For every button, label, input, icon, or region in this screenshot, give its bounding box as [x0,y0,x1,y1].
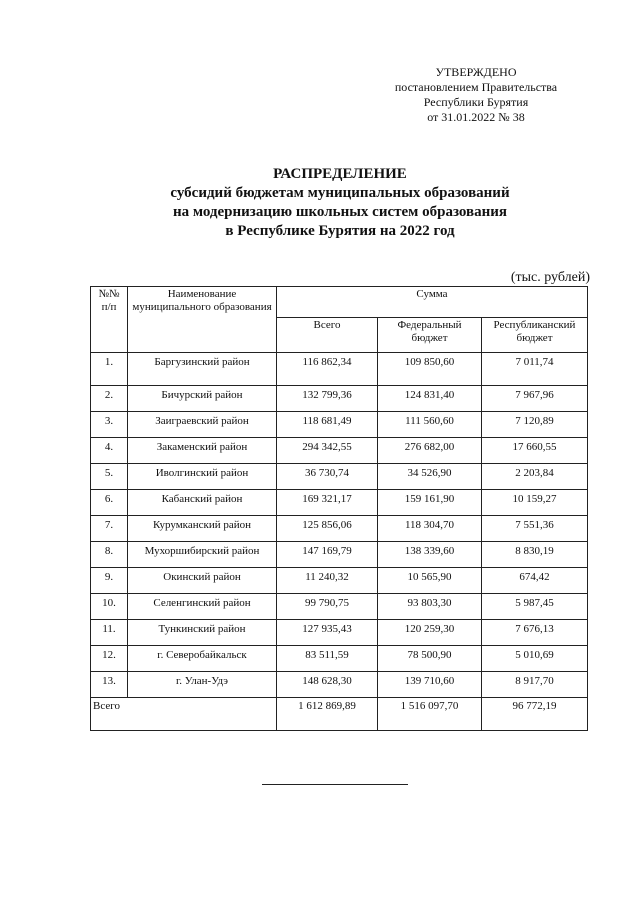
table-row [91,646,588,672]
row-number: 3. [91,412,128,438]
row-total: 83 511,59 [277,646,378,672]
row-republic: 8 917,70 [482,672,588,698]
title-line-1: РАСПРЕДЕЛЕНИЕ [273,166,407,182]
row-republic: 10 159,27 [482,490,588,516]
row-name: Иволгинский район [128,464,277,490]
row-name: г. Северобайкальск [128,646,277,672]
row-name: Закаменский район [128,438,277,464]
row-republic: 7 967,96 [482,386,588,412]
row-name: Селенгинский район [128,594,277,620]
row-name: Заиграевский район [128,412,277,438]
table-footer [91,698,588,731]
row-total: 125 856,06 [277,516,378,542]
row-federal: 139 710,60 [378,672,482,698]
header-name: Наименование муниципального образования [128,287,277,353]
row-number: 13. [91,672,128,698]
table-row [91,438,588,464]
grand-total-republic: 96 772,19 [482,698,588,731]
grand-total-row [91,698,588,731]
header-republic: Республиканский бюджет [482,318,588,353]
row-federal: 109 850,60 [378,353,482,386]
row-number: 12. [91,646,128,672]
header-federal: Федеральный бюджет [378,318,482,353]
approval-line-4: от 31.01.2022 № 38 [427,110,525,124]
row-federal: 111 560,60 [378,412,482,438]
row-total: 118 681,49 [277,412,378,438]
table-row [91,672,588,698]
row-total: 116 862,34 [277,353,378,386]
row-republic: 7 011,74 [482,353,588,386]
row-number: 9. [91,568,128,594]
grand-total-label: Всего [91,698,277,731]
row-federal: 118 304,70 [378,516,482,542]
row-federal: 120 259,30 [378,620,482,646]
title-line-2: субсидий бюджетам муниципальных образований [170,185,510,201]
row-republic: 5 987,45 [482,594,588,620]
row-federal: 10 565,90 [378,568,482,594]
row-number: 2. [91,386,128,412]
row-total: 36 730,74 [277,464,378,490]
approval-line-3: Республики Бурятия [423,95,529,109]
row-name: Бичурский район [128,386,277,412]
row-total: 169 321,17 [277,490,378,516]
table-row [91,353,588,386]
grand-total-sum: 1 612 869,89 [277,698,378,731]
row-federal: 276 682,00 [378,438,482,464]
row-total: 148 628,30 [277,672,378,698]
row-republic: 674,42 [482,568,588,594]
row-federal: 159 161,90 [378,490,482,516]
header-number: №№ п/п [91,287,128,353]
row-total: 147 169,79 [277,542,378,568]
row-republic: 7 120,89 [482,412,588,438]
row-federal: 78 500,90 [378,646,482,672]
table-row [91,464,588,490]
row-total: 127 935,43 [277,620,378,646]
title-line-4: в Республике Бурятия на 2022 год [225,223,455,239]
row-name: г. Улан-Удэ [128,672,277,698]
row-republic: 7 551,36 [482,516,588,542]
grand-total-federal: 1 516 097,70 [378,698,482,731]
row-number: 1. [91,353,128,386]
row-republic: 17 660,55 [482,438,588,464]
row-name: Баргузинский район [128,353,277,386]
row-number: 11. [91,620,128,646]
row-total: 132 799,36 [277,386,378,412]
table-row [91,594,588,620]
title-line-3: на модернизацию школьных систем образования [172,204,508,220]
row-federal: 34 526,90 [378,464,482,490]
table-row [91,620,588,646]
row-number: 4. [91,438,128,464]
table-body [91,353,588,698]
table-row [91,412,588,438]
document-title [60,165,620,241]
budget-table [90,286,588,731]
row-federal: 138 339,60 [378,542,482,568]
table-row [91,568,588,594]
row-republic: 8 830,19 [482,542,588,568]
row-republic: 2 203,84 [482,464,588,490]
row-name: Окинский район [128,568,277,594]
row-name: Курумканский район [128,516,277,542]
row-name: Мухоршибирский район [128,542,277,568]
table-row [91,490,588,516]
row-number: 10. [91,594,128,620]
units-label: (тыс. рублей) [510,270,590,285]
approval-line-2: постановлением Правительства [394,80,558,94]
row-federal: 124 831,40 [378,386,482,412]
approval-line-1: УТВЕРЖДЕНО [435,65,517,79]
header-total: Всего [277,318,378,353]
approval-stamp [360,65,592,125]
row-name: Кабанский район [128,490,277,516]
row-total: 11 240,32 [277,568,378,594]
row-number: 8. [91,542,128,568]
table-row [91,542,588,568]
table-row [91,516,588,542]
row-number: 7. [91,516,128,542]
row-number: 6. [91,490,128,516]
row-total: 294 342,55 [277,438,378,464]
table-header [91,287,588,353]
row-total: 99 790,75 [277,594,378,620]
closing-rule [262,784,408,785]
row-republic: 5 010,69 [482,646,588,672]
row-republic: 7 676,13 [482,620,588,646]
header-sum: Сумма [277,287,588,318]
row-federal: 93 803,30 [378,594,482,620]
row-number: 5. [91,464,128,490]
table-row [91,386,588,412]
row-name: Тункинский район [128,620,277,646]
